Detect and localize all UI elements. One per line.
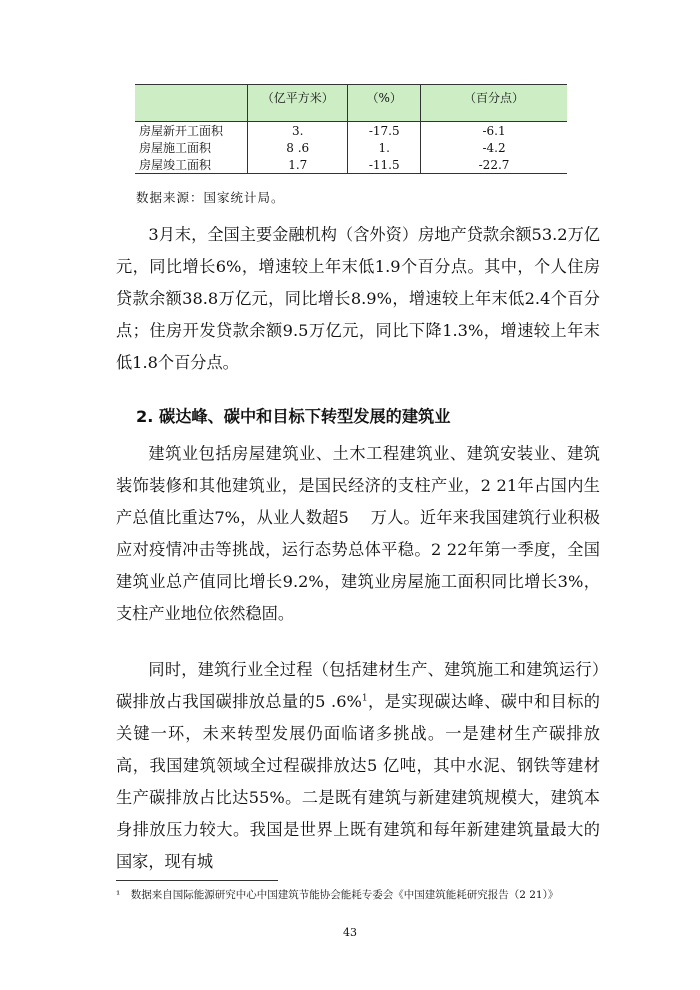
paragraph-construction-industry: 建筑业包括房屋建筑业、土木工程建筑业、建筑安装业、建筑装饰装修和其他建筑业，是国民经济的支柱产业，2 21年占国内生产总值比重达7%，从业人数超5 万人。近年来我国建筑行业积极应对疫情冲击等挑战，运行态势总体平稳。2 22年第一季度，全国建筑业总产值同比增长9.2%，建筑业房屋施工面积同比增长3%，支柱产业地位依然稳固。 <box>116 444 600 623</box>
header-cell-area-unit: （亿平方米） <box>248 85 348 122</box>
row-value: -22.7 <box>421 156 567 174</box>
row-value: 8 .6 <box>248 139 348 156</box>
table-row <box>135 122 567 140</box>
footnote: ¹ 数据来自国际能源研究中心中国建筑节能协会能耗专委会《中国建筑能耗研究报告（2 21）》 <box>116 889 559 901</box>
footnote-divider <box>116 880 278 881</box>
statistics-table <box>135 84 567 174</box>
footnote-marker[interactable]: 1 <box>361 693 368 704</box>
table-header-row <box>135 85 567 122</box>
paragraph-text-part: ，是实现碳达峰、碳中和目标的关键一环，未来转型发展仍面临诸多挑战。一是建材生产碳排放高，我国建筑领域全过程碳排放达5 亿吨，其中水泥、钢铁等建材生产碳排放占比达55%。二是既有建筑与新建建筑规模大，建筑本身排放压力较大。我国是世界上既有建筑和每年新建建筑量最大的国家，现有城 <box>116 692 600 871</box>
row-label: 房屋竣工面积 <box>135 156 248 174</box>
paragraph-real-estate-loans: 3月末，全国主要金融机构（含外资）房地产贷款余额53.2万亿元，同比增长6%，增速较上年末低1.9个百分点。其中，个人住房贷款余额38.8万亿元，同比增长8.9%，增速较上年末低2.4个百分点；住房开发贷款余额9.5万亿元，同比下降1.3%，增速较上年末低1.8个百分点。 <box>116 225 600 372</box>
row-value: -11.5 <box>348 156 421 174</box>
row-value: -17.5 <box>348 122 421 140</box>
row-value: -6.1 <box>482 123 506 138</box>
row-label: 房屋新开工面积 <box>135 122 248 140</box>
row-value: 1. <box>348 139 421 156</box>
page-number: 43 <box>343 926 357 939</box>
paragraph-text-part: 同时，建筑行业全过程（包括建材生产、建筑施工和建筑运行）碳排放占我国碳排放总量的5 .6% <box>116 660 600 711</box>
row-value: -4.2 <box>482 140 506 155</box>
paragraph-carbon-emissions <box>116 654 600 878</box>
header-cell-point-unit: （百分点） <box>421 85 567 122</box>
table-row <box>135 139 567 156</box>
row-value: 3. <box>248 122 348 140</box>
table-source-note: 数据来源：国家统计局。 <box>136 190 285 205</box>
header-cell-empty <box>135 85 248 122</box>
section-heading: 2. 碳达峰、碳中和目标下转型发展的建筑业 <box>136 407 451 426</box>
row-value: 1.7 <box>248 156 348 174</box>
row-label: 房屋施工面积 <box>135 139 248 156</box>
header-cell-percent-unit: （%） <box>348 85 421 122</box>
table-row <box>135 156 567 174</box>
